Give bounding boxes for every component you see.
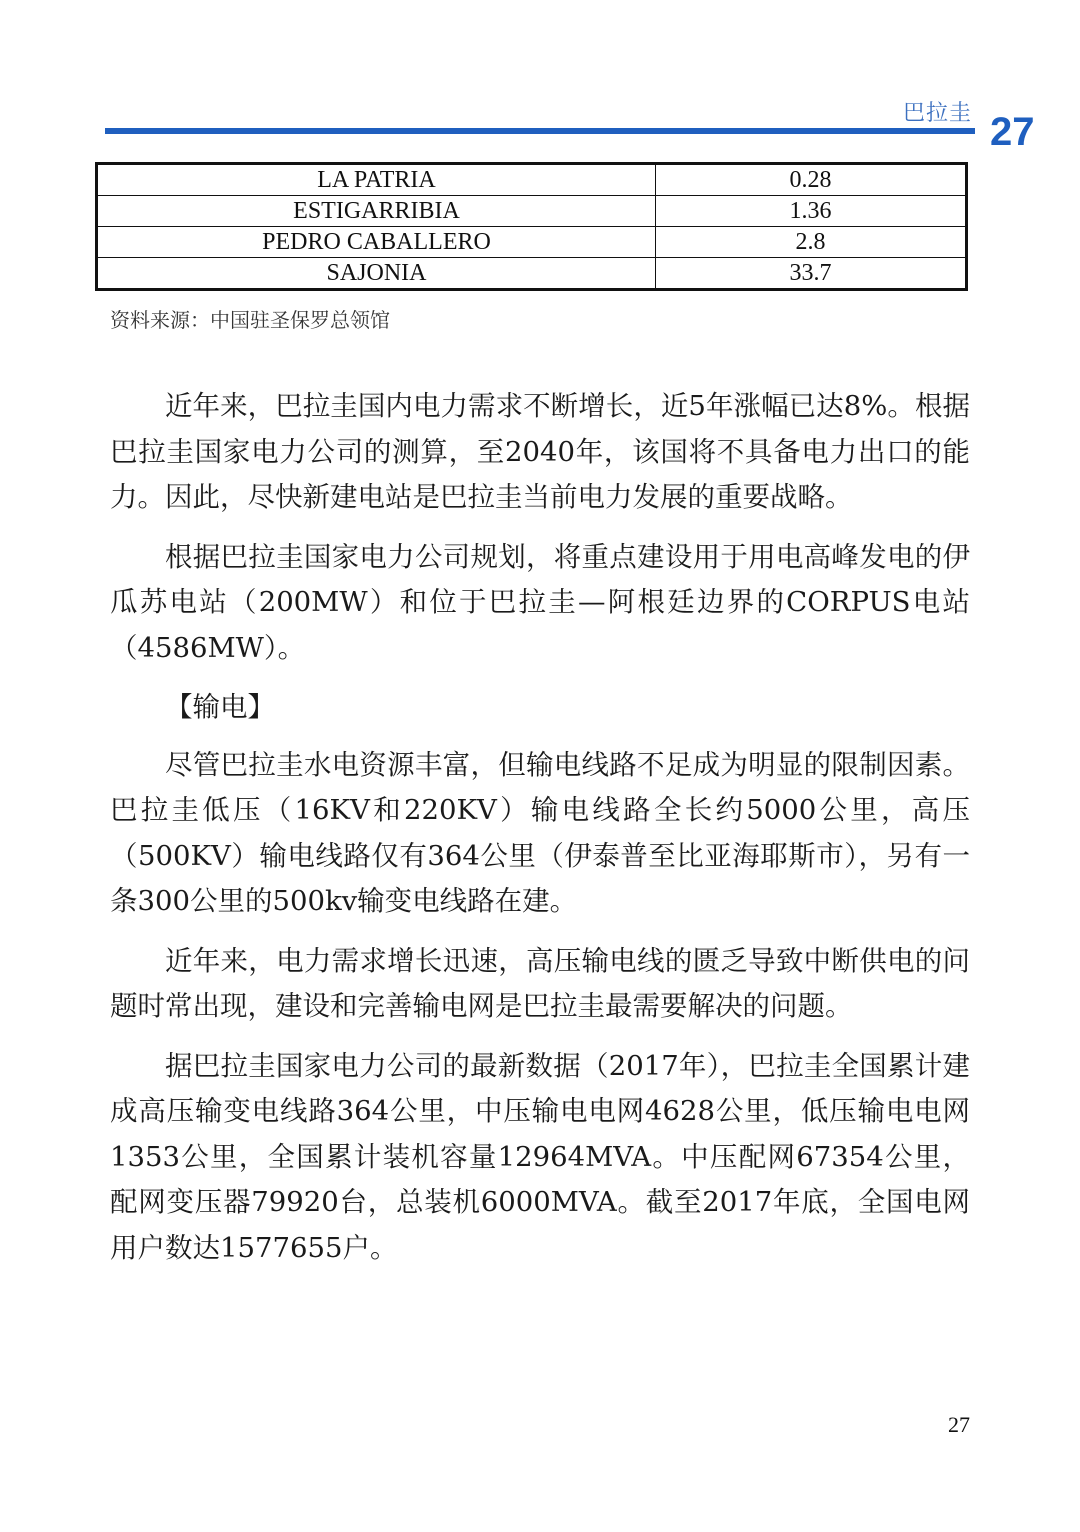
paragraph: 近年来，巴拉圭国内电力需求不断增长，近5年涨幅已达8%。根据巴拉圭国家电力公司的测算，至2040年，该国将不具备电力出口的能力。因此，尽快新建电站是巴拉圭当前电力发展的重要战略。 [110, 390, 970, 513]
header-title: 巴拉圭 [902, 101, 972, 126]
table-row [97, 258, 967, 290]
table-cell-name: PEDRO CABALLERO [97, 227, 656, 258]
table-cell-value: 1.36 [656, 196, 967, 227]
paragraph: 近年来，电力需求增长迅速，高压输电线的匮乏导致中断供电的问题时常出现，建设和完善输电网是巴拉圭最需要解决的问题。 [110, 944, 970, 1022]
table-cell-name: SAJONIA [97, 258, 656, 290]
paragraph: 根据巴拉圭国家电力公司规划，将重点建设用于用电高峰发电的伊瓜苏电站（200MW）和位于巴拉圭—阿根廷边界的CORPUS电站（4586MW）。 [110, 540, 970, 664]
table-cell-value: 2.8 [656, 227, 967, 258]
table-row [97, 227, 967, 258]
table-cell-value: 0.28 [656, 164, 967, 196]
paragraph: 尽管巴拉圭水电资源丰富，但输电线路不足成为明显的限制因素。巴拉圭低压（16KV和220KV）输电线路全长约5000公里，高压（500KV）输电线路仅有364公里（伊泰普至比亚海耶斯市），另有一条300公里的500kv输变电线路在建。 [110, 748, 970, 917]
header-page-number: 27 [990, 110, 1035, 154]
paragraph: 据巴拉圭国家电力公司的最新数据（2017年），巴拉圭全国累计建成高压输变电线路364公里，中压输电电网4628公里，低压输电电网1353公里，全国累计装机容量12964MVA。中压配网67354公里，配网变压器79920台，总装机6000MVA。截至2017年底，全国电网用户数达1577655户。 [110, 1049, 970, 1264]
source-note: 资料来源：中国驻圣保罗总领馆 [110, 308, 390, 332]
body-text [110, 384, 970, 1285]
header-rule [105, 128, 975, 134]
table-row [97, 164, 967, 196]
footer-page-number: 27 [948, 1412, 970, 1437]
table-cell-name: LA PATRIA [97, 164, 656, 196]
table-cell-value: 33.7 [656, 258, 967, 290]
table-cell-name: ESTIGARRIBIA [97, 196, 656, 227]
section-heading: 【输电】 [165, 691, 275, 723]
data-table [95, 162, 968, 291]
table-row [97, 196, 967, 227]
